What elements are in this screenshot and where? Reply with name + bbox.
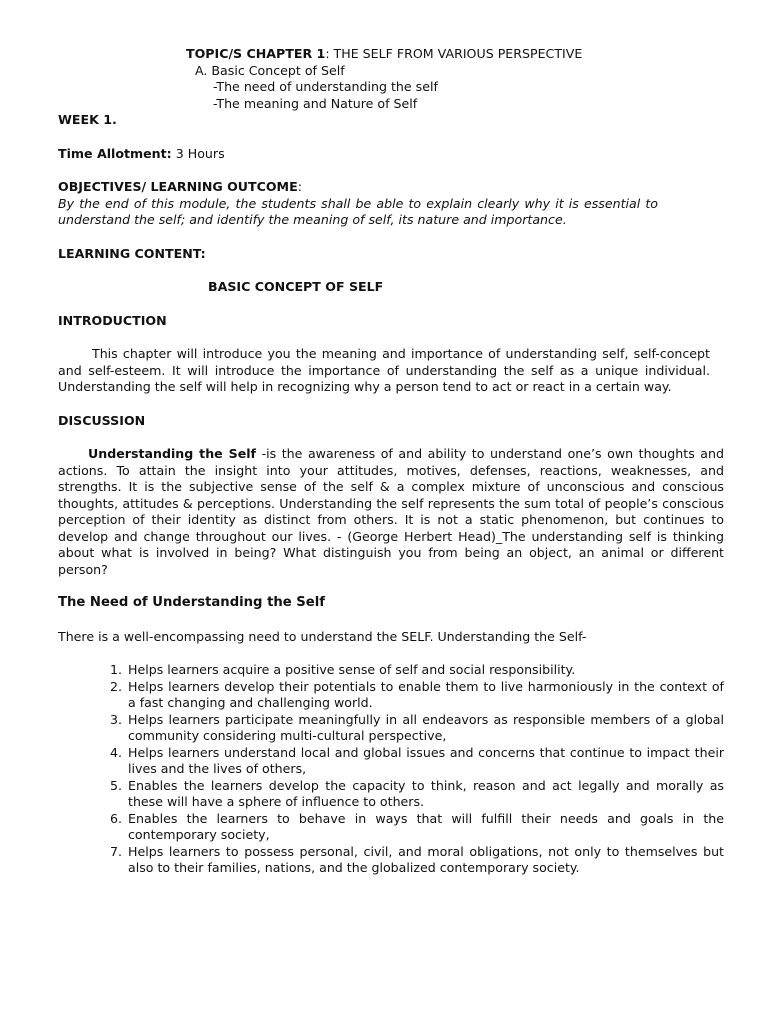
list-item: 2. Helps learners develop their potentials to enable them to live harmoniously in the context of a fast changing and challenging world.	[126, 679, 724, 712]
discussion-term: Understanding the Self	[88, 446, 257, 461]
time-allotment-label: Time Allotment:	[58, 145, 172, 161]
objectives-heading: OBJECTIVES/ LEARNING OUTCOME:	[58, 179, 302, 194]
need-heading: The Need of Understanding the Self	[58, 595, 325, 610]
list-item: 5. Enables the learners develop the capacity to think, reason and act legally and morally as these will have a sphere of influence to others.	[126, 778, 724, 811]
list-item: 6. Enables the learners to behave in ways that will fulfill their needs and goals in the contemporary society,	[126, 811, 724, 844]
objectives-text: By the end of this module, the students shall be able to explain clearly why it is essential to understand the self; and identify the meaning of self, its nature and importance.	[58, 195, 658, 227]
list-item: 1. Helps learners acquire a positive sense of self and social responsibility.	[126, 662, 724, 679]
introduction-heading: INTRODUCTION	[58, 312, 167, 328]
discussion-heading: DISCUSSION	[58, 412, 146, 428]
subtopic-1: -The need of understanding the self	[213, 79, 438, 94]
topic-text: : THE SELF FROM VARIOUS PERSPECTIVE	[325, 46, 583, 61]
list-item: 3. Helps learners participate meaningfully in all endeavors as responsible members of a global community considering multi-cultural perspective,	[126, 712, 724, 745]
subtopic-a: A. Basic Concept of Self	[195, 62, 345, 78]
subtopic-2: -The meaning and Nature of Self	[213, 95, 418, 111]
introduction-text: This chapter will introduce you the meaning and importance of understanding self, self-concept and self-esteem. It will introduce the importance of understanding the self as a unique individual. Understanding the self will help in recognizing why a person tend to act or react in a certain way.	[58, 346, 710, 394]
section-title: BASIC CONCEPT OF SELF	[208, 279, 384, 294]
time-allotment-value: 3 Hours	[175, 145, 225, 161]
list-item: 7. Helps learners to possess personal, civil, and moral obligations, not only to themselves but also to their families, nations, and the globalized contemporary society.	[126, 844, 724, 877]
discussion-text: -is the awareness of and ability to understand one’s own thoughts and actions. To attain the insight into your attitudes, motives, defenses, reactions, weaknesses, and strengths. It is the subjective sense of the self & a complex mixture of unconscious and conscious thoughts, attitudes & perceptions. Understanding the self represents the sum total of people’s conscious perception of their identity as distinct from others. It is not a static phenomenon, but continues to develop and change throughout our lives. - (George Herbert Head)_The understanding self is thinking about what is involved in being? What distinguish you from being an object, an animal or different person?	[58, 446, 724, 577]
time-allotment	[58, 146, 724, 163]
document-page	[58, 46, 724, 877]
week-label: WEEK 1.	[58, 112, 117, 127]
discussion-paragraph	[58, 446, 724, 578]
topic-line	[58, 46, 724, 63]
list-item: 4. Helps learners understand local and global issues and concerns that continue to impact their lives and the lives of others,	[126, 745, 724, 778]
topic-label: TOPIC/S CHAPTER 1	[186, 46, 326, 61]
need-list	[58, 662, 724, 877]
need-intro: There is a well-encompassing need to understand the SELF. Understanding the Self-	[58, 628, 587, 644]
learning-content-heading: LEARNING CONTENT:	[58, 245, 206, 261]
